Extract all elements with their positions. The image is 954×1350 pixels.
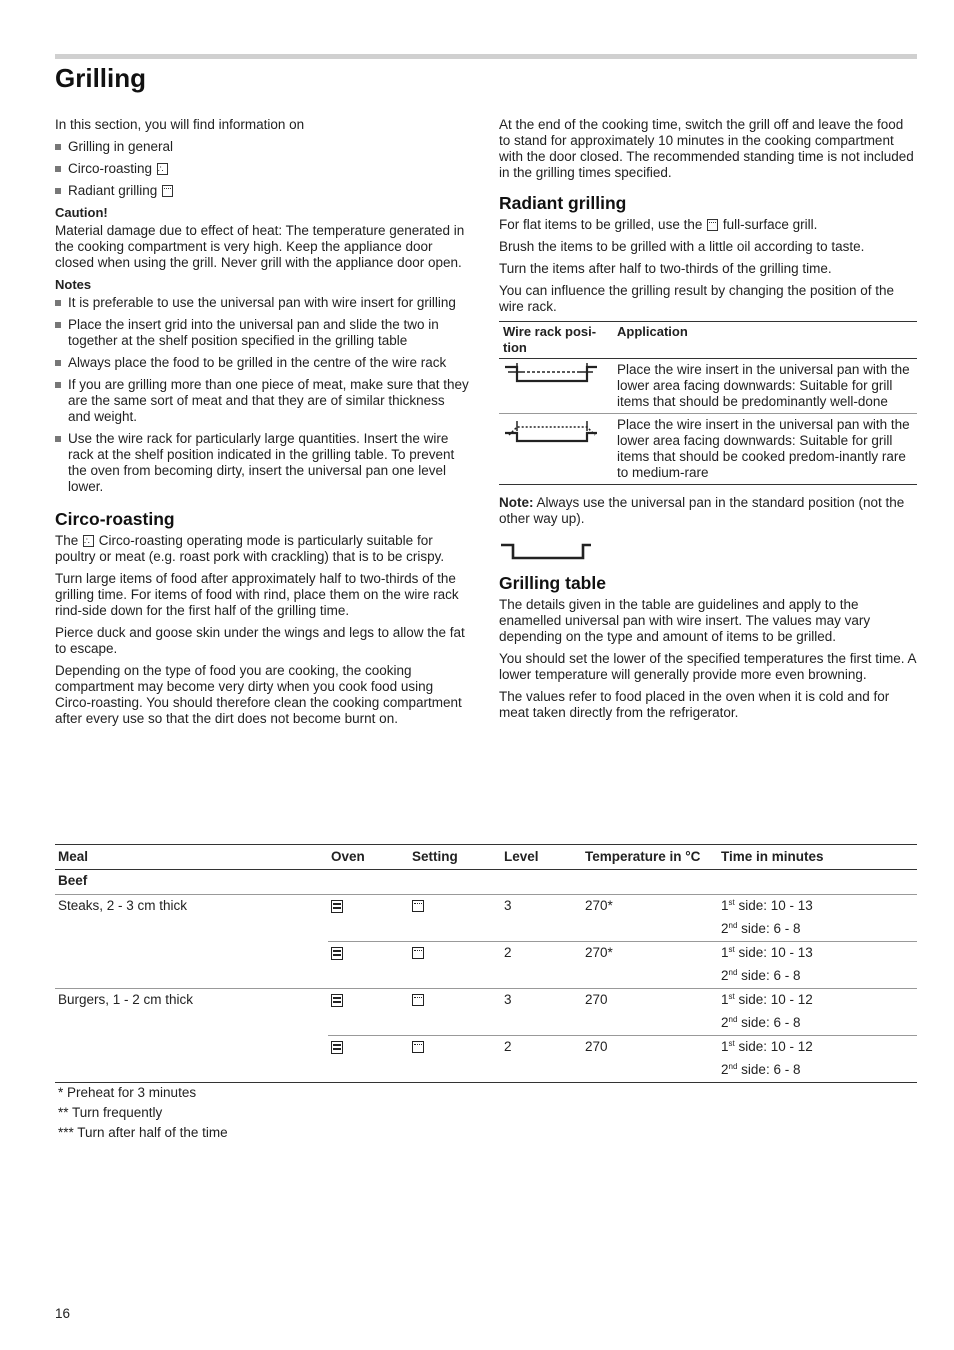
setting-cell <box>409 942 501 989</box>
intro-item: Radiant grilling <box>55 183 469 199</box>
note-item: If you are grilling more than one piece of meat, make sure that they are the same sort of meat and that they are of similar thickness and weight. <box>55 377 469 425</box>
temperature-cell: 270 <box>582 1036 718 1083</box>
grilling-table-heading: Grilling table <box>499 573 606 593</box>
oven-cell <box>328 1036 409 1083</box>
intro-item: Circo-roasting ∴ <box>55 161 469 177</box>
page-title: Grilling <box>55 63 146 93</box>
table-row <box>55 1036 917 1083</box>
level-cell: 3 <box>501 989 582 1036</box>
note-item: It is preferable to use the universal pan with wire insert for grilling <box>55 295 469 311</box>
grill-icon <box>412 1041 424 1053</box>
caution-heading: Caution! <box>55 205 108 220</box>
level-cell: 3 <box>504 898 512 913</box>
page-number: 16 <box>55 1306 71 1321</box>
grilling-table <box>55 844 917 1083</box>
oven-cell <box>328 989 409 1036</box>
rack-up-icon <box>499 414 613 485</box>
radiant-p4: You can influence the grilling result by changing the position of the wire rack. <box>499 283 895 314</box>
intro-list <box>55 139 469 199</box>
notes-list <box>55 295 469 495</box>
oven-shelf-icon <box>331 900 343 913</box>
table-p3: The values refer to food placed in the oven when it is cold and for meat taken directly from the refrigerator. <box>499 689 890 720</box>
oven-shelf-icon <box>331 1041 343 1054</box>
category-label: Beef <box>55 870 917 895</box>
oven-cell <box>328 942 409 989</box>
temperature-cell: 270 <box>582 989 718 1036</box>
table-header-row <box>55 845 917 870</box>
col-header-rack: Wire rack posi-tion <box>499 322 613 359</box>
grill-icon <box>412 947 424 959</box>
notes-heading: Notes <box>55 277 92 292</box>
circo-heading: Circo-roasting <box>55 509 175 529</box>
oven-shelf-icon <box>331 994 343 1007</box>
col-header-application: Application <box>613 322 917 359</box>
table-header-row <box>499 322 917 359</box>
col-header-meal: Meal <box>55 845 328 870</box>
radiant-p3: Turn the items after half to two-thirds of the grilling time. <box>499 261 832 276</box>
radiant-heading: Radiant grilling <box>499 193 627 213</box>
meal-cell: Steaks, 2 - 3 cm thick <box>58 898 188 913</box>
circo-roasting-icon <box>157 163 168 175</box>
time-cell: 1st side: 10 - 13 2nd side: 6 - 8 <box>718 942 917 989</box>
note-item: Always place the food to be grilled in the centre of the wire rack <box>55 355 469 371</box>
table-row <box>55 989 917 1036</box>
temperature-cell: 270* <box>585 898 613 913</box>
meal-cell: Burgers, 1 - 2 cm thick <box>55 989 328 1036</box>
rack-down-icon <box>499 359 613 414</box>
table-row <box>55 942 917 989</box>
circo-p3: Pierce duck and goose skin under the wings and legs to allow the fat to escape. <box>55 625 465 656</box>
note-item: Place the insert grid into the universal pan and slide the two in together at the shelf position specified in the grilling table <box>55 317 469 349</box>
table-p1: The details given in the table are guidelines and apply to the enamelled universal pan with wire insert. The values may vary depending on the type and amount of items to be grilled. <box>499 597 871 644</box>
temperature-cell: 270* <box>582 942 718 989</box>
level-cell: 2 <box>501 1036 582 1083</box>
col-header-setting: Setting <box>409 845 501 870</box>
col-header-level: Level <box>501 845 582 870</box>
grill-icon <box>162 185 173 197</box>
left-column <box>55 117 469 733</box>
standing-text: At the end of the cooking time, switch the grill off and leave the food to stand for approximately 10 minutes in the cooking compartment with the door closed. The recommended standing time is not included in the grilling times specified. <box>499 117 914 180</box>
col-header-oven: Oven <box>328 845 409 870</box>
intro-item: Grilling in general <box>55 139 469 155</box>
col-header-time: Time in minutes <box>718 845 917 870</box>
caution-text: Material damage due to effect of heat: The temperature generated in the cooking compartment is very high. Keep the appliance door closed when using the grill. Never grill with the appliance door open. <box>55 223 465 270</box>
radiant-p2: Brush the items to be grilled with a little oil according to taste. <box>499 239 865 254</box>
right-column <box>499 117 917 727</box>
rack-application: Place the wire insert in the universal pan with the lower area facing downwards: Suitable for grill items that should be cooked predom-inantly rare to medium-rare <box>613 414 917 485</box>
note-paragraph: Note: Always use the universal pan in the standard position (not the other way up). <box>499 495 905 526</box>
intro-text: In this section, you will find information on <box>55 117 305 132</box>
oven-shelf-icon <box>331 947 343 960</box>
level-cell: 2 <box>501 942 582 989</box>
circo-p4: Depending on the type of food you are cooking, the cooking compartment may become very dirty when you cook food using Circo-roasting. You should therefore clean the cooking compartment after every use so that the dirt does not become burnt on. <box>55 663 462 726</box>
meal-cell <box>55 1036 328 1083</box>
table-row <box>499 414 917 485</box>
footnote: *** Turn after half of the time <box>58 1125 228 1140</box>
category-row <box>55 870 917 895</box>
time-cell: 1st side: 10 - 12 2nd side: 6 - 8 <box>718 989 917 1036</box>
time-cell: 1st side: 10 - 13 2nd side: 6 - 8 <box>721 898 813 936</box>
rack-application: Place the wire insert in the universal pan with the lower area facing downwards: Suitable for grill items that should be predominantly well-done <box>613 359 917 414</box>
table-p2: You should set the lower of the specified temperatures the first time. A lower temperature will generally provide more even browning. <box>499 651 916 682</box>
wire-rack-table <box>499 321 917 485</box>
col-header-temperature: Temperature in °C <box>582 845 718 870</box>
footnote: * Preheat for 3 minutes <box>58 1085 197 1100</box>
circo-p1: The ∴ Circo-roasting operating mode is particularly suitable for poultry or meat (e.g. roast pork with crackling) that is to be crispy. <box>55 533 469 565</box>
grill-icon <box>412 994 424 1006</box>
table-row <box>499 359 917 414</box>
table-row <box>55 895 917 942</box>
grill-icon <box>707 219 718 231</box>
circo-p2: Turn large items of food after approximately half to two-thirds of the grilling time. For items of food with rind, place them on the wire rack rind-side down for the first half of the grilling time. <box>55 571 459 618</box>
radiant-p1: For flat items to be grilled, use the full-surface grill. <box>499 217 818 232</box>
grill-icon <box>412 900 424 912</box>
meal-cell <box>55 942 328 989</box>
note-item: Use the wire rack for particularly large quantities. Insert the wire rack at the shelf position indicated in the grilling table. To prevent the oven from becoming dirty, insert the universal pan one level lower. <box>55 431 469 495</box>
setting-cell <box>409 1036 501 1083</box>
setting-cell <box>409 895 501 942</box>
circo-roasting-icon <box>83 535 94 547</box>
header-rule <box>55 54 917 59</box>
oven-cell <box>328 895 409 942</box>
footnotes <box>58 1085 228 1145</box>
time-cell: 1st side: 10 - 12 2nd side: 6 - 8 <box>718 1036 917 1083</box>
setting-cell <box>409 989 501 1036</box>
universal-pan-icon <box>499 541 917 563</box>
footnote: ** Turn frequently <box>58 1105 163 1120</box>
